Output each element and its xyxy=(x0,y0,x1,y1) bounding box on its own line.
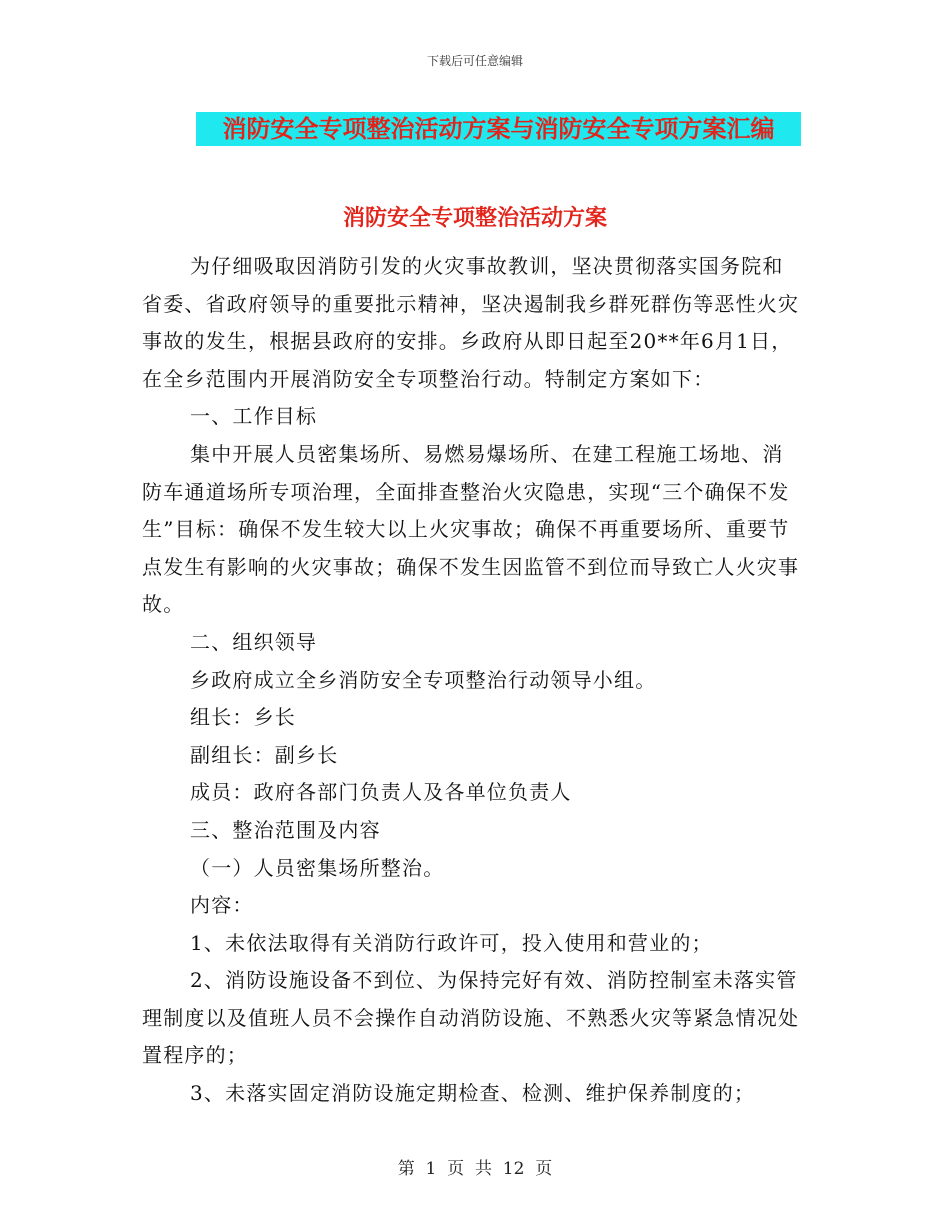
heading-work-goal: 一、工作目标 xyxy=(190,404,318,429)
header-note: 下载后可任意编辑 xyxy=(426,54,523,68)
organization-paragraph: 乡政府成立全乡消防安全专项整治行动领导小组。 xyxy=(190,667,657,692)
list-item: 1、未依法取得有关消防行政许可，投入使用和营业的； xyxy=(190,930,713,955)
content-label: 内容： xyxy=(190,893,254,918)
group-leader: 组长：乡长 xyxy=(190,705,296,730)
list-item: 2、消防设施设备不到位、为保持完好有效、消防控制室未落实管理制度以及值班人员不会操作自动消防设施、不熟悉火灾等紧急情况处置程序的； xyxy=(142,968,800,1068)
subheading-crowded-places: （一）人员密集场所整治。 xyxy=(190,855,445,880)
members: 成员：政府各部门负责人及各单位负责人 xyxy=(190,780,572,805)
page-footer: 第 1 页 共 12 页 xyxy=(397,1159,553,1179)
intro-paragraph: 为仔细吸取因消防引发的火灾事故教训，坚决贯彻落实国务院和省委、省政府领导的重要批示精神，坚决遏制我乡群死群伤等恶性火灾事故的发生，根据县政府的安排。乡政府从即日起至20**年6月1日，在全乡范围内开展消防安全专项整治行动。特制定方案如下： xyxy=(142,254,800,391)
deputy-leader: 副组长：副乡长 xyxy=(190,742,339,767)
list-item: 3、未落实固定消防设施定期检查、检测、维护保养制度的； xyxy=(190,1081,756,1106)
section-title: 消防安全专项整治活动方案 xyxy=(342,205,607,231)
heading-organization: 二、组织领导 xyxy=(190,629,318,654)
heading-scope: 三、整治范围及内容 xyxy=(190,817,381,842)
work-goal-paragraph: 集中开展人员密集场所、易燃易爆场所、在建工程施工场地、消防车通道场所专项治理，全面排查整治火灾隐患，实现“三个确保不发生”目标：确保不发生较大以上火灾事故；确保不再重要场所、重要节点发生有影响的火灾事故；确保不发生因监管不到位而导致亡人火灾事故。 xyxy=(142,441,800,617)
document-title: 消防安全专项整治活动方案与消防安全专项方案汇编 xyxy=(196,112,801,146)
document-body xyxy=(142,248,802,1113)
